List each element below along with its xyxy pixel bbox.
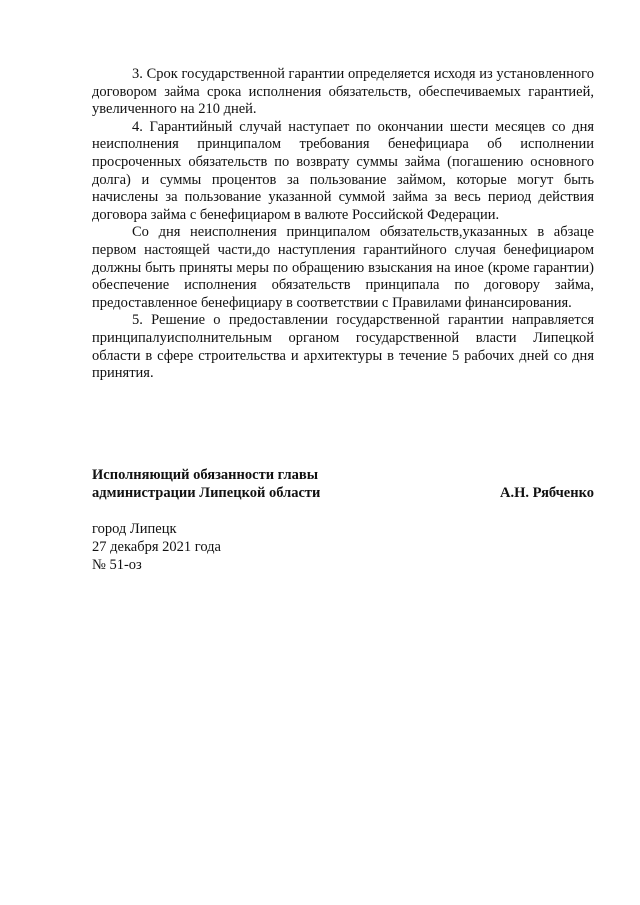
signature-row: [92, 484, 594, 502]
document-footer: [92, 520, 221, 574]
paragraph-5: 5. Решение о предоставлении государственной гарантии направляется принципалуисполнительным органом государственной власти Липецкой области в сфере строительства и архитектуры в течение 5 рабочих дней со дня принятия.: [92, 312, 594, 382]
law-number: № 51-оз: [92, 557, 142, 573]
paragraph-4: 4. Гарантийный случай наступает по окончании шести месяцев со дня неисполнения принципалом требования бенефициара об исполнении просроченных обязательств по возврату суммы займа (погашению основного долга) и суммы процентов за пользование займом, которые могут быть начислены за пользование указанной суммой займа за весь период действия договора займа с бенефициаром в валюте Российской Федерации.: [92, 118, 594, 223]
signatory-title-line2: администрации Липецкой области: [92, 485, 321, 501]
signature-block: [92, 466, 594, 502]
law-text-body: [92, 66, 594, 383]
date: 27 декабря 2021 года: [92, 539, 221, 555]
signatory-title-line1: Исполняющий обязанности главы: [92, 467, 319, 483]
city: город Липецк: [92, 521, 177, 537]
paragraph-3: 3. Срок государственной гарантии определяется исходя из установленного договором займа срока исполнения обязательств, обеспечиваемых гарантией, увеличенного на 210 дней.: [92, 66, 594, 118]
paragraph-4-continuation: Со дня неисполнения принципалом обязательств,указанных в абзаце первом настоящей части,до наступления гарантийного случая бенефициаром должны быть приняты меры по обращению взыскания на иное (кроме гарантии) обеспечение исполнения обязательств принципала по договору займа, предоставленное бенефициару в соответствии с Правилами финансирования.: [92, 224, 594, 311]
signatory-name: А.Н. Рябченко: [499, 485, 594, 501]
